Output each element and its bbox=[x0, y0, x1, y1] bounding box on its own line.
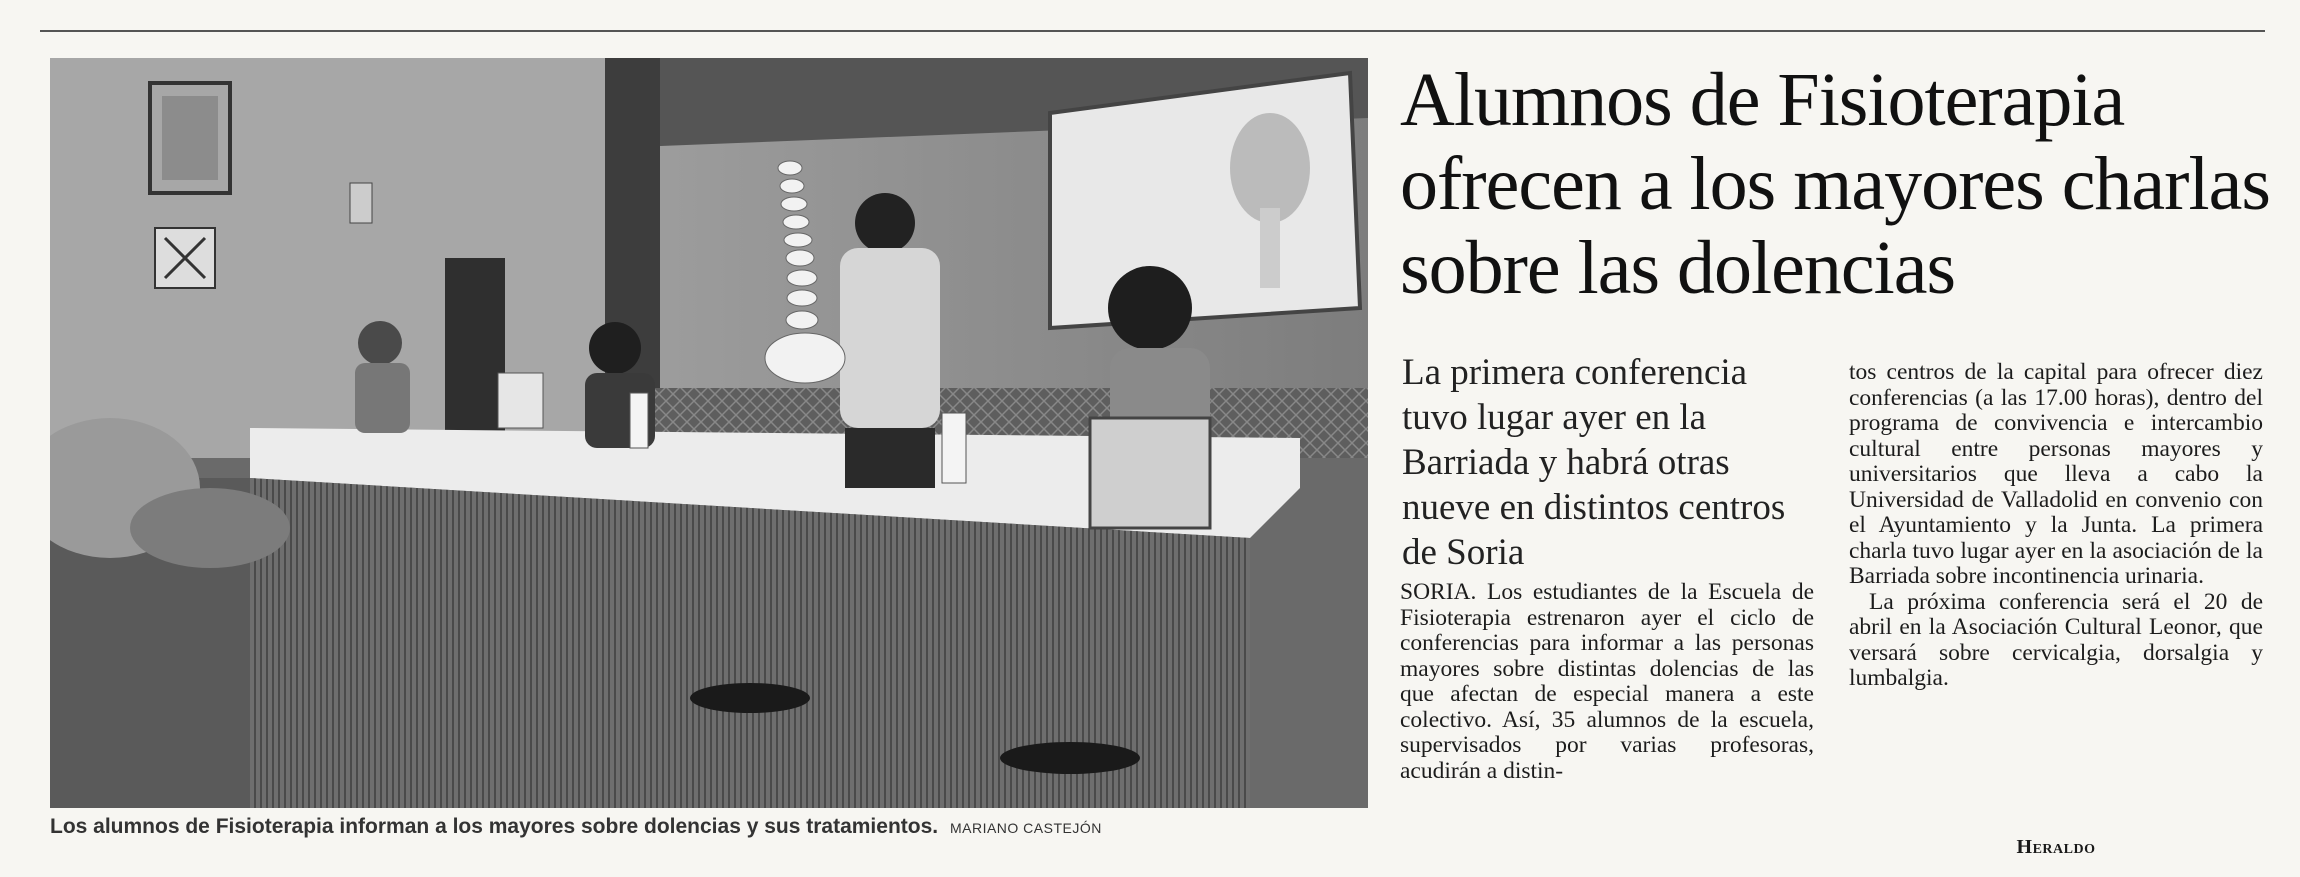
body-column-right bbox=[1849, 360, 2263, 692]
photo-caption bbox=[50, 815, 1370, 839]
body-column-left bbox=[1400, 580, 1814, 784]
article-photo bbox=[50, 58, 1368, 808]
body-paragraph: La próxima conferencia será el 20 de abril en la Asociación Cultural Leonor, que versará sobre cervicalgia, dorsalgia y lumbalgia. bbox=[1849, 588, 2263, 691]
subheadline: La primera conferencia tuvo lugar ayer en la Barriada y habrá otras nueve en distintos centros de Soria bbox=[1402, 352, 1786, 573]
headline: Alumnos de Fisioterapia ofrecen a los mayores charlas sobre las dolencias bbox=[1400, 58, 2270, 310]
photo-illustration bbox=[50, 58, 1368, 808]
body-paragraph: tos centros de la capital para ofrecer diez conferencias (a las 17.00 horas), dentro del programa de convivencia e intercambio cultural entre personas mayores y universitarios que lleva a cabo la Universidad de Valladolid en convenio con el Ayuntamiento y la Junta. La primera charla tuvo lugar ayer en la asociación de la Barriada sobre incontinencia urinaria. bbox=[1849, 359, 2263, 589]
photo-credit: MARIANO CASTEJÓN bbox=[949, 820, 1102, 836]
author-signature: Heraldo bbox=[2016, 836, 2096, 858]
top-rule bbox=[40, 30, 2265, 32]
body-paragraph: SORIA. Los estudiantes de la Escuela de Fisioterapia estrenaron ayer el ciclo de conferencias para informar a las personas mayores sobre distintas dolencias de las que afectan de especial manera a este colectivo. Así, 35 alumnos de la escuela, supervisados por varias profesoras, acudirán a distin- bbox=[1400, 579, 1814, 784]
caption-text: Los alumnos de Fisioterapia informan a los mayores sobre dolencias y sus tratamientos. bbox=[50, 815, 939, 838]
